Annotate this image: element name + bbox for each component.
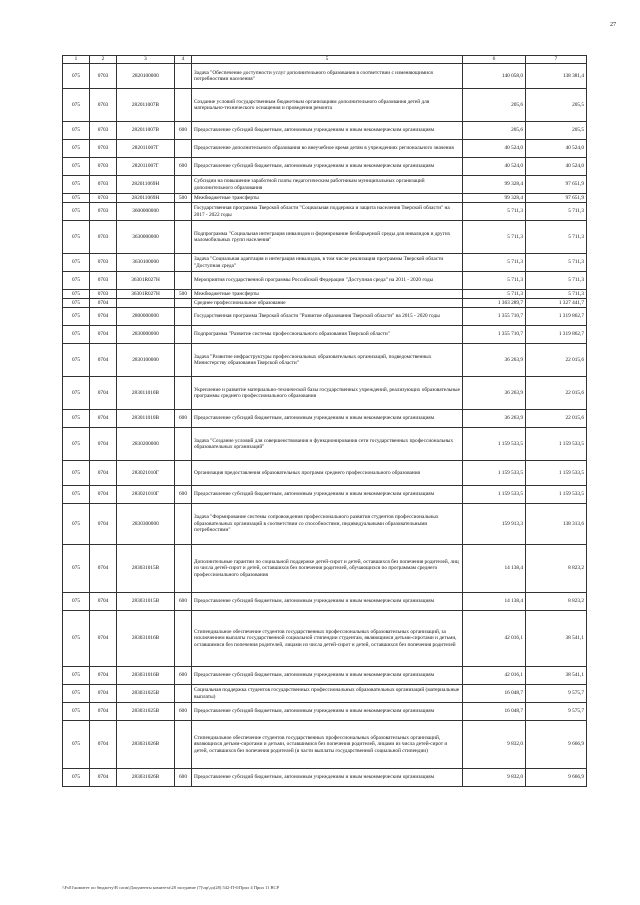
ministry-code-cell: 075 bbox=[63, 703, 90, 721]
expense-type-cell: 600 bbox=[175, 410, 192, 428]
planned-amount-cell: 16 048,7 bbox=[463, 685, 526, 703]
expense-type-cell bbox=[175, 299, 192, 308]
expense-type-cell bbox=[175, 254, 192, 272]
planned-amount-cell: 9 832,0 bbox=[463, 721, 526, 769]
section-code-cell: 0704 bbox=[90, 703, 117, 721]
executed-amount-cell: 1 319 862,7 bbox=[526, 308, 587, 326]
planned-amount-cell: 205,6 bbox=[463, 122, 526, 140]
header-cell: 6 bbox=[463, 56, 526, 64]
target-article-cell: 2830100000 bbox=[117, 344, 175, 377]
expense-type-cell bbox=[175, 326, 192, 344]
section-code-cell: 0703 bbox=[90, 122, 117, 140]
table-row bbox=[63, 703, 587, 721]
ministry-code-cell: 075 bbox=[63, 308, 90, 326]
header-cell: 7 bbox=[526, 56, 587, 64]
executed-amount-cell: 22 015,6 bbox=[526, 377, 587, 410]
ministry-code-cell: 075 bbox=[63, 122, 90, 140]
target-article-cell: 3630000000 bbox=[117, 221, 175, 254]
description-cell: Задача "Социальная адаптация и интеграция инвалидов, в том числе реализация программы Тверской области "Доступная среда" bbox=[192, 254, 463, 272]
table-row bbox=[63, 685, 587, 703]
planned-amount-cell: 40 524,0 bbox=[463, 158, 526, 176]
description-cell: Задача "Развитие инфраструктуры профессиональных образовательных организаций, подведомственных Министерству образования Тверской области" bbox=[192, 344, 463, 377]
description-cell: Предоставление дополнительного образования во внеучебное время детям в учреждениях регионального значения bbox=[192, 140, 463, 158]
ministry-code-cell: 075 bbox=[63, 504, 90, 545]
description-cell: Стипендиальное обеспечение студентов государственных профессиональных образовательных организаций, являющихся детьми-сиротами и детьми, оставшимися без попечения родителей, лицами из числа детей-сирот и детей, оставшихся без попечения родителей (в части выплаты государственной социальной стипендии) bbox=[192, 721, 463, 769]
table-row bbox=[63, 769, 587, 787]
target-article-cell: 282011007Г bbox=[117, 140, 175, 158]
executed-amount-cell: 97 651,9 bbox=[526, 194, 587, 203]
planned-amount-cell: 36 263,9 bbox=[463, 377, 526, 410]
expense-type-cell bbox=[175, 685, 192, 703]
target-article-cell: 2830200000 bbox=[117, 428, 175, 461]
table-row bbox=[63, 410, 587, 428]
planned-amount-cell: 36 263,9 bbox=[463, 410, 526, 428]
executed-amount-cell: 1 159 533,5 bbox=[526, 486, 587, 504]
description-cell: Предоставление субсидий бюджетным, автономным учреждениям и иным некоммерческим организациям bbox=[192, 410, 463, 428]
expense-type-cell bbox=[175, 89, 192, 122]
target-article-cell: 2830000000 bbox=[117, 326, 175, 344]
planned-amount-cell: 1 355 710,7 bbox=[463, 308, 526, 326]
table-row bbox=[63, 221, 587, 254]
expense-type-cell bbox=[175, 611, 192, 667]
planned-amount-cell: 1 355 710,7 bbox=[463, 326, 526, 344]
planned-amount-cell: 5 711,3 bbox=[463, 290, 526, 299]
header-cell: 5 bbox=[192, 56, 463, 64]
table-row bbox=[63, 140, 587, 158]
description-cell: Подпрограмма "Социальная интеграция инвалидов и формирование безбарьерной среды для инвалидов и других маломобильных групп населения" bbox=[192, 221, 463, 254]
executed-amount-cell: 1 159 533,5 bbox=[526, 428, 587, 461]
ministry-code-cell: 075 bbox=[63, 428, 90, 461]
table-row bbox=[63, 428, 587, 461]
expense-type-cell bbox=[175, 140, 192, 158]
expense-type-cell: 600 bbox=[175, 158, 192, 176]
ministry-code-cell: 075 bbox=[63, 769, 90, 787]
target-article-cell: 282011007Г bbox=[117, 158, 175, 176]
section-code-cell: 0704 bbox=[90, 344, 117, 377]
target-article-cell: 283031016В bbox=[117, 611, 175, 667]
planned-amount-cell: 1 159 533,5 bbox=[463, 461, 526, 486]
table-row bbox=[63, 89, 587, 122]
table-row bbox=[63, 326, 587, 344]
description-cell: Государственная программа Тверской области "Развитие образования Тверской области" на 2015 - 2020 годы bbox=[192, 308, 463, 326]
section-code-cell: 0704 bbox=[90, 685, 117, 703]
target-article-cell: 283021010Г bbox=[117, 461, 175, 486]
planned-amount-cell: 42 016,1 bbox=[463, 611, 526, 667]
executed-amount-cell: 5 711,3 bbox=[526, 221, 587, 254]
section-code-cell: 0704 bbox=[90, 545, 117, 593]
target-article-cell: 36301R027Н bbox=[117, 290, 175, 299]
section-code-cell: 0703 bbox=[90, 272, 117, 290]
section-code-cell: 0703 bbox=[90, 254, 117, 272]
table-row bbox=[63, 176, 587, 194]
description-cell: Предоставление субсидий бюджетным, автономным учреждениям и иным некоммерческим организациям bbox=[192, 703, 463, 721]
executed-amount-cell: 38 541,1 bbox=[526, 667, 587, 685]
description-cell: Организация предоставления образовательных программ среднего профессионального образования bbox=[192, 461, 463, 486]
executed-amount-cell: 9 666,9 bbox=[526, 769, 587, 787]
planned-amount-cell: 14 138,4 bbox=[463, 545, 526, 593]
executed-amount-cell: 40 524,0 bbox=[526, 140, 587, 158]
section-code-cell: 0704 bbox=[90, 428, 117, 461]
expense-type-cell bbox=[175, 176, 192, 194]
description-cell: Задача "Создание условий для совершенствования и функционирования сети государственных профессиональных образовательных организаций" bbox=[192, 428, 463, 461]
section-code-cell: 0704 bbox=[90, 410, 117, 428]
executed-amount-cell: 138 313,6 bbox=[526, 504, 587, 545]
table-row bbox=[63, 254, 587, 272]
planned-amount-cell: 1 159 533,5 bbox=[463, 486, 526, 504]
expense-type-cell: 600 bbox=[175, 703, 192, 721]
file-path-footer: \\Fs01\комитет по бюджету\В сопм\Документы комитета\28 заседание (7)\пр\дл(28) 542-П-6\Прил 4 Прил 11 ВСР bbox=[62, 885, 279, 890]
ministry-code-cell: 075 bbox=[63, 461, 90, 486]
expense-type-cell bbox=[175, 721, 192, 769]
ministry-code-cell: 075 bbox=[63, 410, 90, 428]
table-row bbox=[63, 64, 587, 89]
executed-amount-cell: 5 711,3 bbox=[526, 272, 587, 290]
executed-amount-cell: 5 711,3 bbox=[526, 290, 587, 299]
section-code-cell: 0703 bbox=[90, 89, 117, 122]
section-code-cell: 0703 bbox=[90, 221, 117, 254]
ministry-code-cell: 075 bbox=[63, 272, 90, 290]
target-article-cell: 283031025В bbox=[117, 685, 175, 703]
table-row bbox=[63, 486, 587, 504]
target-article-cell: 3600000000 bbox=[117, 203, 175, 221]
description-cell: Задача "Формирование системы сопровождения профессионального развития студентов профессиональных образовательных организаций в соответствии со способностями, индивидуальными образовательными потребностями" bbox=[192, 504, 463, 545]
table-row bbox=[63, 667, 587, 685]
ministry-code-cell: 075 bbox=[63, 89, 90, 122]
executed-amount-cell: 138 381,4 bbox=[526, 64, 587, 89]
planned-amount-cell: 36 263,9 bbox=[463, 344, 526, 377]
executed-amount-cell: 22 015,6 bbox=[526, 410, 587, 428]
table-row bbox=[63, 158, 587, 176]
executed-amount-cell: 1 327 441,7 bbox=[526, 299, 587, 308]
target-article-cell: 283031015В bbox=[117, 593, 175, 611]
ministry-code-cell: 075 bbox=[63, 140, 90, 158]
planned-amount-cell: 9 832,0 bbox=[463, 769, 526, 787]
planned-amount-cell: 42 016,1 bbox=[463, 667, 526, 685]
ministry-code-cell: 075 bbox=[63, 290, 90, 299]
executed-amount-cell: 1 159 533,5 bbox=[526, 461, 587, 486]
executed-amount-cell: 38 541,1 bbox=[526, 611, 587, 667]
target-article-cell: 283011010В bbox=[117, 410, 175, 428]
expense-type-cell bbox=[175, 221, 192, 254]
ministry-code-cell: 075 bbox=[63, 221, 90, 254]
section-code-cell: 0704 bbox=[90, 667, 117, 685]
planned-amount-cell: 5 711,3 bbox=[463, 221, 526, 254]
planned-amount-cell: 14 138,4 bbox=[463, 593, 526, 611]
description-cell: Предоставление субсидий бюджетным, автономным учреждениям и иным некоммерческим организациям bbox=[192, 486, 463, 504]
expense-type-cell bbox=[175, 428, 192, 461]
ministry-code-cell: 075 bbox=[63, 64, 90, 89]
planned-amount-cell: 99 328,4 bbox=[463, 176, 526, 194]
section-code-cell: 0703 bbox=[90, 194, 117, 203]
executed-amount-cell: 1 319 862,7 bbox=[526, 326, 587, 344]
description-cell: Государственная программа Тверской области "Социальная поддержка и защита населения Тверской области" на 2017 - 2022 годы bbox=[192, 203, 463, 221]
expense-type-cell bbox=[175, 461, 192, 486]
table-row bbox=[63, 377, 587, 410]
expense-type-cell: 600 bbox=[175, 486, 192, 504]
expense-type-cell: 500 bbox=[175, 194, 192, 203]
table-row bbox=[63, 721, 587, 769]
table-row bbox=[63, 299, 587, 308]
planned-amount-cell: 159 913,3 bbox=[463, 504, 526, 545]
executed-amount-cell: 9 575,7 bbox=[526, 685, 587, 703]
expense-type-cell: 600 bbox=[175, 667, 192, 685]
section-code-cell: 0704 bbox=[90, 611, 117, 667]
header-row bbox=[63, 56, 587, 64]
section-code-cell: 0703 bbox=[90, 140, 117, 158]
ministry-code-cell: 075 bbox=[63, 176, 90, 194]
expense-type-cell: 500 bbox=[175, 290, 192, 299]
target-article-cell: 283031026В bbox=[117, 769, 175, 787]
table-row bbox=[63, 545, 587, 593]
target-article-cell: 282011069Н bbox=[117, 194, 175, 203]
executed-amount-cell: 5 711,3 bbox=[526, 203, 587, 221]
ministry-code-cell: 075 bbox=[63, 486, 90, 504]
description-cell: Подпрограмма "Развитие системы профессионального образования Тверской области" bbox=[192, 326, 463, 344]
expense-type-cell: 600 bbox=[175, 769, 192, 787]
section-code-cell: 0704 bbox=[90, 721, 117, 769]
expense-type-cell bbox=[175, 344, 192, 377]
executed-amount-cell: 8 823,2 bbox=[526, 545, 587, 593]
executed-amount-cell: 40 524,0 bbox=[526, 158, 587, 176]
description-cell: Мероприятия государственной программы Российской Федерации "Доступная среда" на 2011 - 2020 годы bbox=[192, 272, 463, 290]
ministry-code-cell: 075 bbox=[63, 344, 90, 377]
executed-amount-cell: 205,5 bbox=[526, 122, 587, 140]
description-cell: Укрепление и развитие материально-технической базы государственных учреждений, реализующих образовательные программы среднего профессионального образования bbox=[192, 377, 463, 410]
table-row bbox=[63, 593, 587, 611]
section-code-cell: 0704 bbox=[90, 593, 117, 611]
ministry-code-cell: 075 bbox=[63, 685, 90, 703]
target-article-cell: 2800000000 bbox=[117, 308, 175, 326]
table-row bbox=[63, 203, 587, 221]
table-row bbox=[63, 272, 587, 290]
page-number: 27 bbox=[610, 22, 616, 28]
ministry-code-cell: 075 bbox=[63, 203, 90, 221]
target-article-cell: 283031015В bbox=[117, 545, 175, 593]
target-article-cell: 283031025В bbox=[117, 703, 175, 721]
description-cell: Межбюджетные трансферты bbox=[192, 290, 463, 299]
ministry-code-cell: 075 bbox=[63, 254, 90, 272]
section-code-cell: 0704 bbox=[90, 486, 117, 504]
ministry-code-cell: 075 bbox=[63, 667, 90, 685]
expense-type-cell bbox=[175, 64, 192, 89]
target-article-cell: 283031016В bbox=[117, 667, 175, 685]
expense-type-cell bbox=[175, 545, 192, 593]
header-cell: 4 bbox=[175, 56, 192, 64]
description-cell: Стипендиальное обеспечение студентов государственных профессиональных образовательных организаций, за исключением выплаты государственной социальной стипендии студентам, являющимся детьми-сиротами и детьми, оставшимися без попечения родителей, лицами из числа детей-сирот и детей, оставшихся без попечения родителей bbox=[192, 611, 463, 667]
description-cell: Предоставление субсидий бюджетным, автономным учреждениям и иным некоммерческим организациям bbox=[192, 667, 463, 685]
table-row bbox=[63, 122, 587, 140]
executed-amount-cell: 97 651,9 bbox=[526, 176, 587, 194]
ministry-code-cell: 075 bbox=[63, 326, 90, 344]
target-article-cell: 36301R027Н bbox=[117, 272, 175, 290]
expense-type-cell: 600 bbox=[175, 122, 192, 140]
section-code-cell: 0703 bbox=[90, 158, 117, 176]
target-article-cell: 282011007В bbox=[117, 89, 175, 122]
planned-amount-cell: 140 058,0 bbox=[463, 64, 526, 89]
section-code-cell: 0704 bbox=[90, 504, 117, 545]
expense-type-cell bbox=[175, 272, 192, 290]
expense-type-cell: 600 bbox=[175, 593, 192, 611]
header-cell: 1 bbox=[63, 56, 90, 64]
description-cell: Задача "Обеспечение доступности услуг дополнительного образования в соответствии с изменяющимися потребностями населения" bbox=[192, 64, 463, 89]
description-cell: Предоставление субсидий бюджетным, автономным учреждениям и иным некоммерческим организациям bbox=[192, 122, 463, 140]
executed-amount-cell: 5 711,3 bbox=[526, 254, 587, 272]
expense-type-cell bbox=[175, 504, 192, 545]
planned-amount-cell: 5 711,3 bbox=[463, 203, 526, 221]
table-row bbox=[63, 290, 587, 299]
planned-amount-cell: 40 524,0 bbox=[463, 140, 526, 158]
ministry-code-cell: 075 bbox=[63, 611, 90, 667]
description-cell: Среднее профессиональное образование bbox=[192, 299, 463, 308]
executed-amount-cell: 22 015,6 bbox=[526, 344, 587, 377]
ministry-code-cell: 075 bbox=[63, 299, 90, 308]
executed-amount-cell: 8 823,2 bbox=[526, 593, 587, 611]
target-article-cell: 3630100000 bbox=[117, 254, 175, 272]
planned-amount-cell: 99 328,4 bbox=[463, 194, 526, 203]
target-article-cell: 283021010Г bbox=[117, 486, 175, 504]
description-cell: Дополнительные гарантии по социальной поддержке детей-сирот и детей, оставшихся без попечения родителей, лиц из числа детей-сирот и детей, оставшихся без попечения родителей, обучающихся по программам среднего профессионального образования bbox=[192, 545, 463, 593]
target-article-cell: 282011007В bbox=[117, 122, 175, 140]
ministry-code-cell: 075 bbox=[63, 593, 90, 611]
ministry-code-cell: 075 bbox=[63, 721, 90, 769]
expense-type-cell bbox=[175, 203, 192, 221]
description-cell: Предоставление субсидий бюджетным, автономным учреждениям и иным некоммерческим организациям bbox=[192, 769, 463, 787]
target-article-cell: 283031026В bbox=[117, 721, 175, 769]
table-row bbox=[63, 344, 587, 377]
target-article-cell bbox=[117, 299, 175, 308]
planned-amount-cell: 16 048,7 bbox=[463, 703, 526, 721]
target-article-cell: 2820100000 bbox=[117, 64, 175, 89]
table-row bbox=[63, 611, 587, 667]
description-cell: Предоставление субсидий бюджетным, автономным учреждениям и иным некоммерческим организациям bbox=[192, 593, 463, 611]
description-cell: Межбюджетные трансферты bbox=[192, 194, 463, 203]
description-cell: Социальная поддержка студентов государственных профессиональных образовательных организаций (материальные выплаты) bbox=[192, 685, 463, 703]
table-row bbox=[63, 461, 587, 486]
budget-table bbox=[62, 55, 587, 787]
table-row bbox=[63, 308, 587, 326]
section-code-cell: 0703 bbox=[90, 176, 117, 194]
target-article-cell: 283011010В bbox=[117, 377, 175, 410]
table-row bbox=[63, 504, 587, 545]
ministry-code-cell: 075 bbox=[63, 158, 90, 176]
planned-amount-cell: 5 711,3 bbox=[463, 254, 526, 272]
executed-amount-cell: 9 575,7 bbox=[526, 703, 587, 721]
section-code-cell: 0704 bbox=[90, 308, 117, 326]
description-cell: Субсидии на повышение заработной платы педагогическим работникам муниципальных организаций дополнительного образования bbox=[192, 176, 463, 194]
planned-amount-cell: 1 159 533,5 bbox=[463, 428, 526, 461]
executed-amount-cell: 205,5 bbox=[526, 89, 587, 122]
planned-amount-cell: 1 363 289,7 bbox=[463, 299, 526, 308]
description-cell: Предоставление субсидий бюджетным, автономным учреждениям и иным некоммерческим организациям bbox=[192, 158, 463, 176]
description-cell: Создание условий государственным бюджетным организациям дополнительного образования детей для материально-технического оснащения и проведения ремонта bbox=[192, 89, 463, 122]
header-cell: 3 bbox=[117, 56, 175, 64]
ministry-code-cell: 075 bbox=[63, 377, 90, 410]
section-code-cell: 0703 bbox=[90, 290, 117, 299]
section-code-cell: 0704 bbox=[90, 326, 117, 344]
section-code-cell: 0704 bbox=[90, 299, 117, 308]
section-code-cell: 0704 bbox=[90, 461, 117, 486]
section-code-cell: 0703 bbox=[90, 203, 117, 221]
executed-amount-cell: 9 666,9 bbox=[526, 721, 587, 769]
section-code-cell: 0704 bbox=[90, 377, 117, 410]
header-cell: 2 bbox=[90, 56, 117, 64]
target-article-cell: 2830300000 bbox=[117, 504, 175, 545]
section-code-cell: 0704 bbox=[90, 769, 117, 787]
section-code-cell: 0703 bbox=[90, 64, 117, 89]
planned-amount-cell: 205,6 bbox=[463, 89, 526, 122]
table-row bbox=[63, 194, 587, 203]
expense-type-cell bbox=[175, 377, 192, 410]
ministry-code-cell: 075 bbox=[63, 545, 90, 593]
ministry-code-cell: 075 bbox=[63, 194, 90, 203]
planned-amount-cell: 5 711,3 bbox=[463, 272, 526, 290]
target-article-cell: 282011069Н bbox=[117, 176, 175, 194]
expense-type-cell bbox=[175, 308, 192, 326]
